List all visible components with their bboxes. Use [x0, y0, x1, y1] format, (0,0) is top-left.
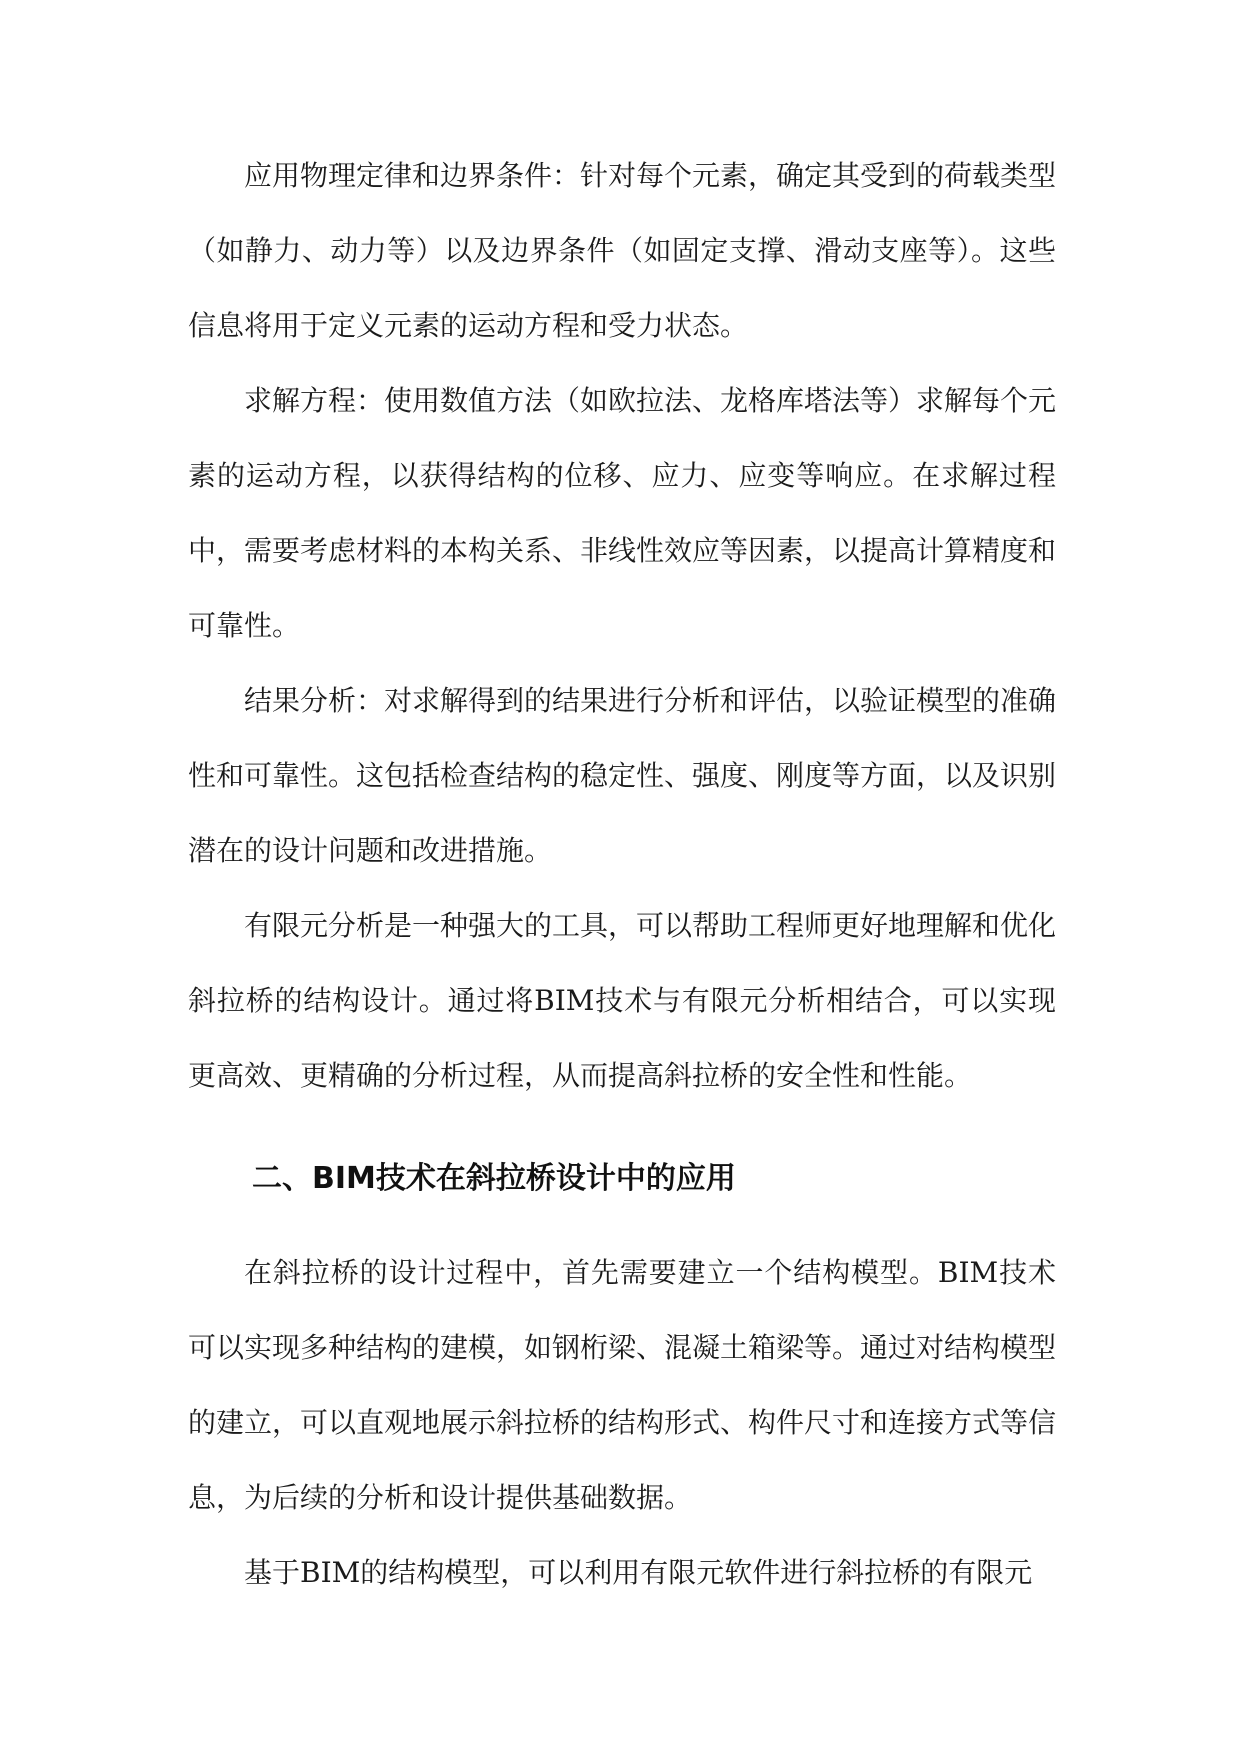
paragraph-result-analysis: 结果分析：对求解得到的结果进行分析和评估，以验证模型的准确性和可靠性。这包括检查结构的稳定性、强度、刚度等方面，以及识别潜在的设计问题和改进措施。 — [188, 684, 1057, 867]
section-heading: 二、BIM技术在斜拉桥设计中的应用 — [252, 1161, 736, 1196]
paragraph-structural-model: 在斜拉桥的设计过程中，首先需要建立一个结构模型。BIM技术可以实现多种结构的建模，如钢桁梁、混凝土箱梁等。通过对结构模型的建立，可以直观地展示斜拉桥的结构形式、构件尺寸和连接方式等信息，为后续的分析和设计提供基础数据。 — [188, 1256, 1057, 1514]
paragraph-bim-fea: 基于BIM的结构模型，可以利用有限元软件进行斜拉桥的有限元 — [244, 1556, 1033, 1589]
document-body — [188, 138, 1056, 1610]
paragraph-solve-equations: 求解方程：使用数值方法（如欧拉法、龙格库塔法等）求解每个元素的运动方程，以获得结构的位移、应力、应变等响应。在求解过程中，需要考虑材料的本构关系、非线性效应等因素，以提高计算精度和可靠性。 — [188, 384, 1057, 642]
paragraph-fea-summary: 有限元分析是一种强大的工具，可以帮助工程师更好地理解和优化斜拉桥的结构设计。通过将BIM技术与有限元分析相结合，可以实现更高效、更精确的分析过程，从而提高斜拉桥的安全性和性能。 — [188, 909, 1057, 1092]
paragraph-boundary-conditions: 应用物理定律和边界条件：针对每个元素，确定其受到的荷载类型（如静力、动力等）以及边界条件（如固定支撑、滑动支座等）。这些信息将用于定义元素的运动方程和受力状态。 — [188, 159, 1057, 342]
